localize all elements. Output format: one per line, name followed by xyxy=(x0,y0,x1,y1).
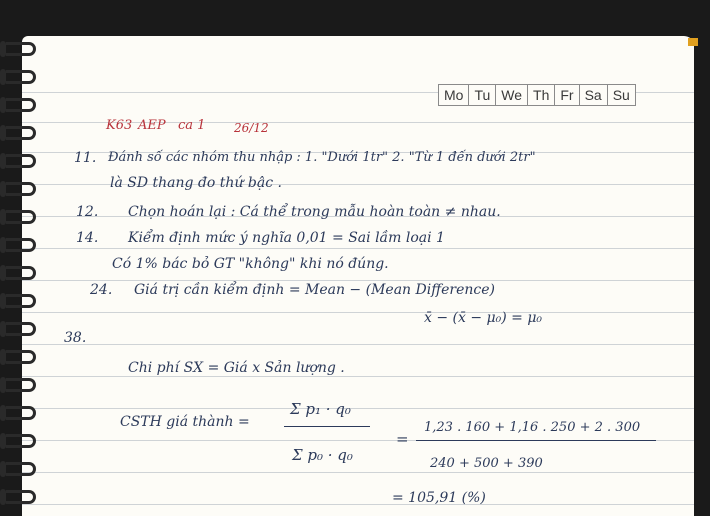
fraction-bar-right xyxy=(416,440,656,441)
binding-ring xyxy=(6,70,36,84)
q38-number: 38. xyxy=(64,330,87,346)
binding-ring xyxy=(6,154,36,168)
q11-number: 11. xyxy=(74,150,97,166)
q24-number: 24. xyxy=(90,282,113,298)
binding-ring xyxy=(6,98,36,112)
binding-ring xyxy=(6,238,36,252)
binding-ring xyxy=(6,322,36,336)
spiral-binding xyxy=(0,36,40,516)
binding-ring xyxy=(6,42,36,56)
ruled-line xyxy=(22,344,694,345)
q38-line1: Chi phí SX = Giá x Sản lượng . xyxy=(128,360,345,376)
ruled-line xyxy=(22,504,694,505)
q24-line1: Giá trị cần kiểm định = Mean − (Mean Difference) xyxy=(134,282,495,298)
q14-line2: Có 1% bác bỏ GT "không" khi nó đúng. xyxy=(112,256,389,272)
binding-ring xyxy=(6,182,36,196)
ruled-line xyxy=(22,248,694,249)
weekday-th: Th xyxy=(528,85,555,105)
weekday-tu: Tu xyxy=(469,85,496,105)
q38-equals: = xyxy=(396,430,409,448)
ruled-line xyxy=(22,376,694,377)
q38-result: = 105,91 (%) xyxy=(392,490,486,506)
q38-denominator-right: 240 + 500 + 390 xyxy=(430,456,543,471)
binding-ring xyxy=(6,294,36,308)
binding-ring xyxy=(6,210,36,224)
q11-line2: là SD thang đo thứ bậc . xyxy=(110,175,282,191)
weekday-we: We xyxy=(496,85,528,105)
binding-ring xyxy=(6,462,36,476)
weekday-selector xyxy=(438,84,636,106)
binding-ring xyxy=(6,490,36,504)
notebook-page xyxy=(22,36,694,516)
ruled-line xyxy=(22,312,694,313)
binding-ring xyxy=(6,406,36,420)
ruled-line xyxy=(22,280,694,281)
session: ca 1 xyxy=(178,118,206,133)
ruled-line xyxy=(22,472,694,473)
q38-label: CSTH giá thành = xyxy=(120,414,250,430)
weekday-sa: Sa xyxy=(580,85,608,105)
binding-ring xyxy=(6,266,36,280)
binding-ring xyxy=(6,434,36,448)
binding-ring xyxy=(6,378,36,392)
q11-line1: Đánh số các nhóm thu nhập : 1. "Dưới 1tr" 2. "Từ 1 đến dưới 2tr" xyxy=(108,150,536,165)
ruled-line xyxy=(22,408,694,409)
fraction-bar-left xyxy=(284,426,370,427)
page-corner-marker xyxy=(688,38,698,46)
weekday-fr: Fr xyxy=(555,85,579,105)
binding-ring xyxy=(6,126,36,140)
weekday-su: Su xyxy=(612,87,630,103)
q14-line1: Kiểm định mức ý nghĩa 0,01 = Sai lầm loại 1 xyxy=(128,230,445,246)
class-tag: AEP xyxy=(138,118,166,133)
q14-number: 14. xyxy=(76,230,99,246)
q24-line2: x̄ − (x̄ − μ₀) = μ₀ xyxy=(424,310,543,326)
class-code: K63 xyxy=(106,118,133,133)
date: 26/12 xyxy=(234,121,269,135)
q38-numerator-left: Σ p₁ · q₀ xyxy=(290,400,351,418)
q12-number: 12. xyxy=(76,204,99,220)
binding-ring xyxy=(6,350,36,364)
weekday-mo: Mo xyxy=(439,85,469,105)
q38-denominator-left: Σ p₀ · q₀ xyxy=(292,446,353,464)
q12-text: Chọn hoán lại : Cá thể trong mẫu hoàn toàn ≠ nhau. xyxy=(128,204,501,220)
q38-numerator-right: 1,23 . 160 + 1,16 . 250 + 2 . 300 xyxy=(424,420,641,435)
